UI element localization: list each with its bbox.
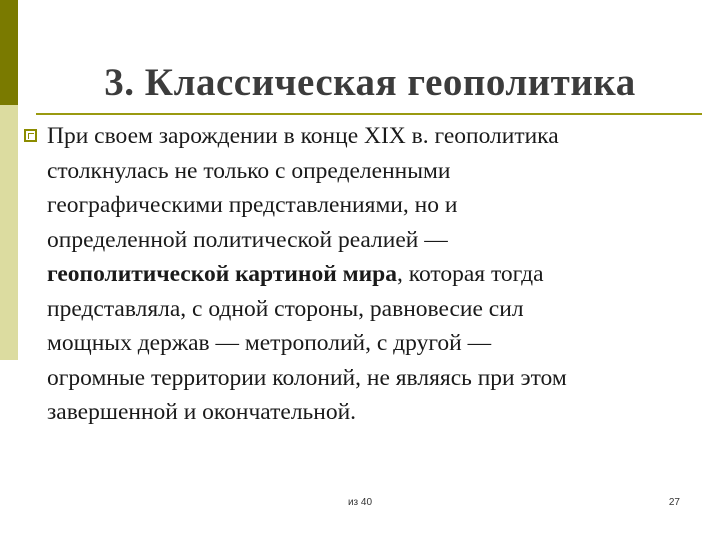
slide-title: 3. Классическая геополитика xyxy=(104,61,636,104)
paragraph-line: мощных держав — метрополий, с другой — xyxy=(47,330,492,356)
paragraph-line: При своем зарождении в конце XIX в. геополитика xyxy=(47,123,559,149)
paragraph-line: огромные территории колоний, не являясь при этом xyxy=(47,364,567,391)
footer-page-number: 27 xyxy=(668,497,680,508)
hollow-square-bullet-icon xyxy=(24,129,37,142)
paragraph-fragment: , которая тогда xyxy=(396,261,544,287)
paragraph-line: географическими представлениями, но и xyxy=(47,192,458,218)
paragraph-line xyxy=(47,257,707,292)
bold-term: геополитической картиной мира xyxy=(47,261,397,287)
paragraph-line: столкнулась не только с определенными xyxy=(47,157,451,184)
paragraph-line: представляла, с одной стороны, равновесие сил xyxy=(47,295,524,322)
accent-bar-light xyxy=(0,105,18,360)
accent-bar-dark xyxy=(0,0,18,105)
paragraph-line: завершенной и окончательной. xyxy=(47,399,357,425)
paragraph-line: определенной политической реалией — xyxy=(47,226,448,253)
title-underline xyxy=(36,113,702,115)
slide-paragraph xyxy=(47,119,707,430)
footer-slide-count: из 40 xyxy=(347,497,373,508)
